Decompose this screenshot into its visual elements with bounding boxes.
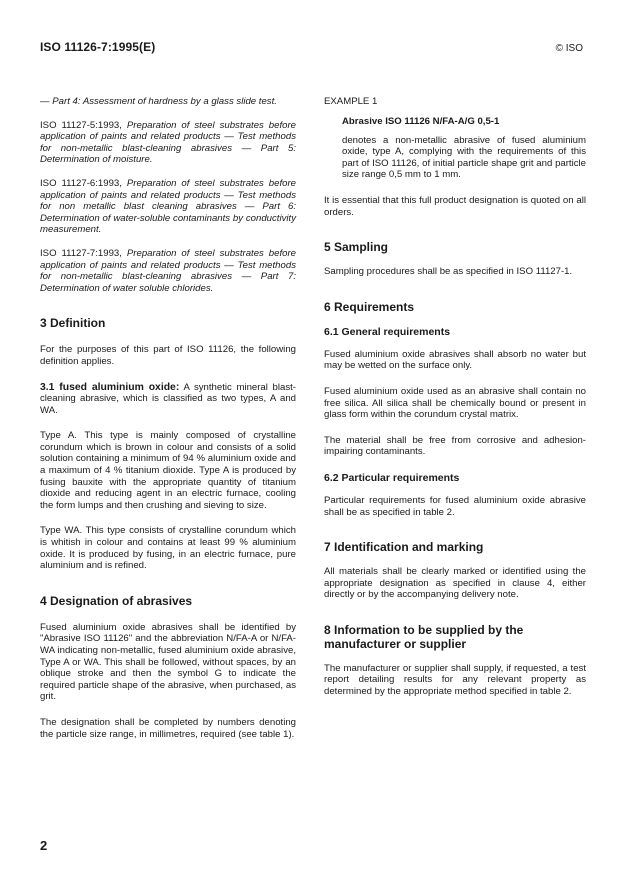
section-3-heading: 3 Definition — [40, 316, 106, 331]
reference-11127-5 — [40, 120, 296, 166]
general-requirements-p3: The material shall be free from corrosive and adhesion-impairing contaminants. — [324, 434, 586, 458]
reference-number: ISO 11127-5:1993, — [40, 119, 122, 131]
designation-paragraph-1: Fused aluminium oxide abrasives shall be identified by "Abrasive ISO 11126" and the abbreviation N/FA-A or N/FA-WA indicating non-metallic, fused aluminium oxide abrasive, Type A or WA. This shall be followed, without spaces, by an oblique stroke and then the symbol G to indicate the required particle shape of the abrasive, when purchased, as grit. — [40, 621, 296, 703]
designation-note: It is essential that this full product designation is quoted on all orders. — [324, 194, 586, 218]
reference-11127-6 — [40, 178, 296, 236]
definition-intro: For the purposes of this part of ISO 11126, the following definition applies. — [40, 344, 296, 367]
reference-part4-text: — Part 4: Assessment of hardness by a glass slide test. — [40, 96, 277, 107]
section-4-heading: 4 Designation of abrasives — [40, 593, 193, 608]
definition-text: A synthetic mineral blast-cleaning abrasive, which is classified as two types, A and WA. — [40, 381, 297, 416]
section-7-heading: 7 Identification and marking — [324, 540, 484, 555]
designation-paragraph-2: The designation shall be completed by numbers denoting the particle size range, in millimetres, required (see table 1). — [40, 716, 296, 740]
reference-11127-7 — [40, 248, 296, 294]
reference-part4 — [40, 96, 296, 108]
section-8-heading: 8 Information to be supplied by the manufacturer or supplier — [324, 622, 524, 651]
definition-term: 3.1 fused aluminium oxide: — [40, 381, 180, 393]
page-number: 2 — [40, 838, 48, 853]
subsection-6-2-heading: 6.2 Particular requirements — [324, 471, 460, 484]
document-standard-id: ISO 11126-7:1995(E) — [40, 40, 156, 54]
reference-title: Preparation of steel substrates before application of paints and related products — Test methods for non-metallic blast-cleaning abrasives — Part 5: Determination of moisture. — [40, 119, 296, 166]
left-column — [40, 96, 296, 740]
right-column — [324, 96, 586, 698]
type-wa-description: Type WA. This type consists of crystalline corundum which is whitish in colour and contains at least 99 % aluminium oxide. It is produced by fusing, in an electric furnace, pure aluminium and is refined. — [40, 525, 296, 572]
section-6-heading: 6 Requirements — [324, 299, 415, 314]
sampling-text: Sampling procedures shall be as specified in ISO 11127-1. — [324, 266, 573, 278]
reference-number: ISO 11127-7:1993, — [40, 247, 122, 259]
particular-requirements-text: Particular requirements for fused aluminium oxide abrasive shall be as specified in table 2. — [324, 494, 586, 518]
general-requirements-p1: Fused aluminium oxide abrasives shall absorb no water but may be wetted on the surface only. — [324, 348, 586, 372]
example-label: EXAMPLE 1 — [324, 96, 378, 107]
example-designation: Abrasive ISO 11126 N/FA-A/G 0,5-1 — [342, 115, 500, 127]
example-explanation: denotes a non-metallic abrasive of fused aluminium oxide, type A, complying with the requirements of this part of ISO 11126, of initial particle shape grit and particle size range 0,5 mm to 1 mm. — [342, 134, 586, 181]
identification-text: All materials shall be clearly marked or identified using the appropriate designation as specified in clause 4, either directly or by the accompanying delivery note. — [324, 566, 586, 601]
definition-3-1 — [40, 382, 296, 417]
reference-title: Preparation of steel substrates before application of paints and related products — Test methods for non-metallic blast-cleaning abrasives — Part 7: Determination of water soluble chlorides. — [40, 247, 296, 294]
section-5-heading: 5 Sampling — [324, 240, 389, 255]
reference-title: Preparation of steel substrates before application of paints and related products — Test methods for non metallic blast cleaning abrasives — Part 6: Determination of water-soluble contaminants by conductivity measurement. — [40, 177, 296, 236]
information-text: The manufacturer or supplier shall supply, if requested, a test report detailing results for any relevant property as determined by the appropriate method specified in table 2. — [324, 662, 586, 698]
general-requirements-p2: Fused aluminium oxide used as an abrasive shall contain no free silica. All silica shall be chemically bound or present in glass form within the corundum crystal matrix. — [324, 385, 586, 421]
reference-number: ISO 11127-6:1993, — [40, 177, 122, 189]
subsection-6-1-heading: 6.1 General requirements — [324, 325, 451, 338]
type-a-description: Type A. This type is mainly composed of crystalline corundum which is brown in colour and consists of a solid solution containing a minimum of 94 % aluminium oxide and a maximum of 4 % titanium dioxide. Type A is produced by fusing bauxite with the appropriate quantity of titanium dioxide and reducing agent in an electric furnace, cooling the form lumps and then crushing and sieving to size. — [40, 430, 296, 511]
copyright-mark: © ISO — [555, 43, 583, 54]
